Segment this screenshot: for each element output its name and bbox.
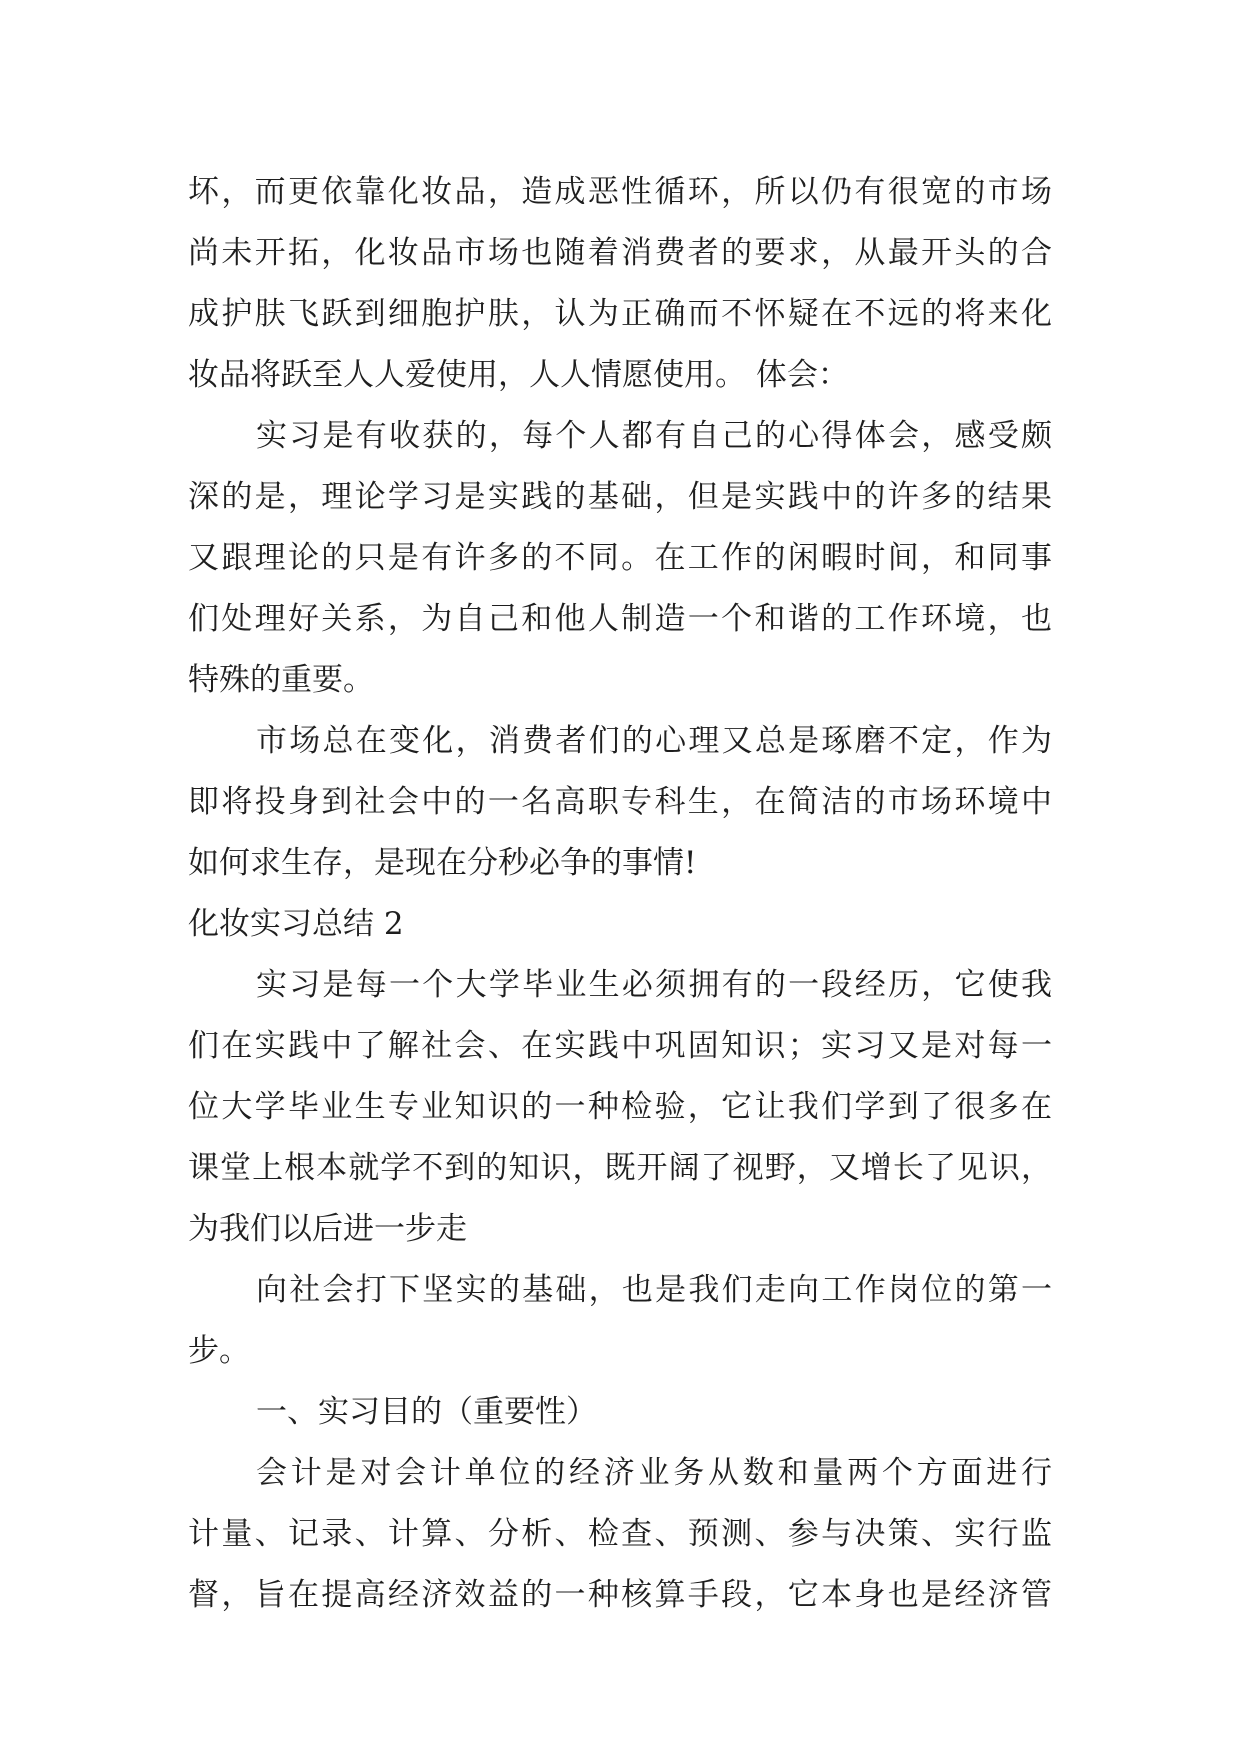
text-line: 即将投身到社会中的一名高职专科生，在简洁的市场环境中 xyxy=(188,784,1052,820)
text-line: 课堂上根本就学不到的知识，既开阔了视野，又增长了见识， xyxy=(188,1150,1052,1186)
text-line: 为我们以后进一步走 xyxy=(188,1211,467,1247)
text-line: 们在实践中了解社会、在实践中巩固知识；实习又是对每一 xyxy=(188,1028,1052,1064)
text-line: 计量、记录、计算、分析、检查、预测、参与决策、实行监 xyxy=(188,1516,1052,1552)
text-line: 位大学毕业生专业知识的一种检验，它让我们学到了很多在 xyxy=(188,1089,1052,1125)
paragraph-first-line: 向社会打下坚实的基础，也是我们走向工作岗位的第一 xyxy=(256,1272,1052,1308)
text-line: 特殊的重要。 xyxy=(188,662,374,698)
document-body xyxy=(188,162,1052,1626)
text-line: 尚未开拓，化妆品市场也随着消费者的要求，从最开头的合 xyxy=(188,235,1052,271)
paragraph-first-line: 实习是有收获的，每个人都有自己的心得体会，感受颇 xyxy=(256,418,1052,454)
paragraph-first-line: 市场总在变化，消费者们的心理又总是琢磨不定，作为 xyxy=(256,723,1052,759)
text-line: 督，旨在提高经济效益的一种核算手段，它本身也是经济管 xyxy=(188,1577,1052,1613)
text-line: 又跟理论的只是有许多的不同。在工作的闲暇时间，和同事 xyxy=(188,540,1052,576)
subsection-heading: 一、实习目的（重要性） xyxy=(256,1394,597,1430)
paragraph-first-line: 会计是对会计单位的经济业务从数和量两个方面进行 xyxy=(256,1455,1052,1491)
text-line: 坏，而更依靠化妆品，造成恶性循环，所以仍有很宽的市场 xyxy=(188,174,1052,210)
text-line: 步。 xyxy=(188,1333,250,1369)
paragraph-first-line: 实习是每一个大学毕业生必须拥有的一段经历，它使我 xyxy=(256,967,1052,1003)
text-line: 们处理好关系，为自己和他人制造一个和谐的工作环境，也 xyxy=(188,601,1052,637)
text-line: 深的是，理论学习是实践的基础，但是实践中的许多的结果 xyxy=(188,479,1052,515)
text-line: 成护肤飞跃到细胞护肤，认为正确而不怀疑在不远的将来化 xyxy=(188,296,1052,332)
text-line: 妆品将跃至人人爱使用，人人情愿使用。 体会： xyxy=(188,357,849,393)
section-heading: 化妆实习总结 2 xyxy=(188,906,404,942)
text-line: 如何求生存，是现在分秒必争的事情! xyxy=(188,845,697,881)
